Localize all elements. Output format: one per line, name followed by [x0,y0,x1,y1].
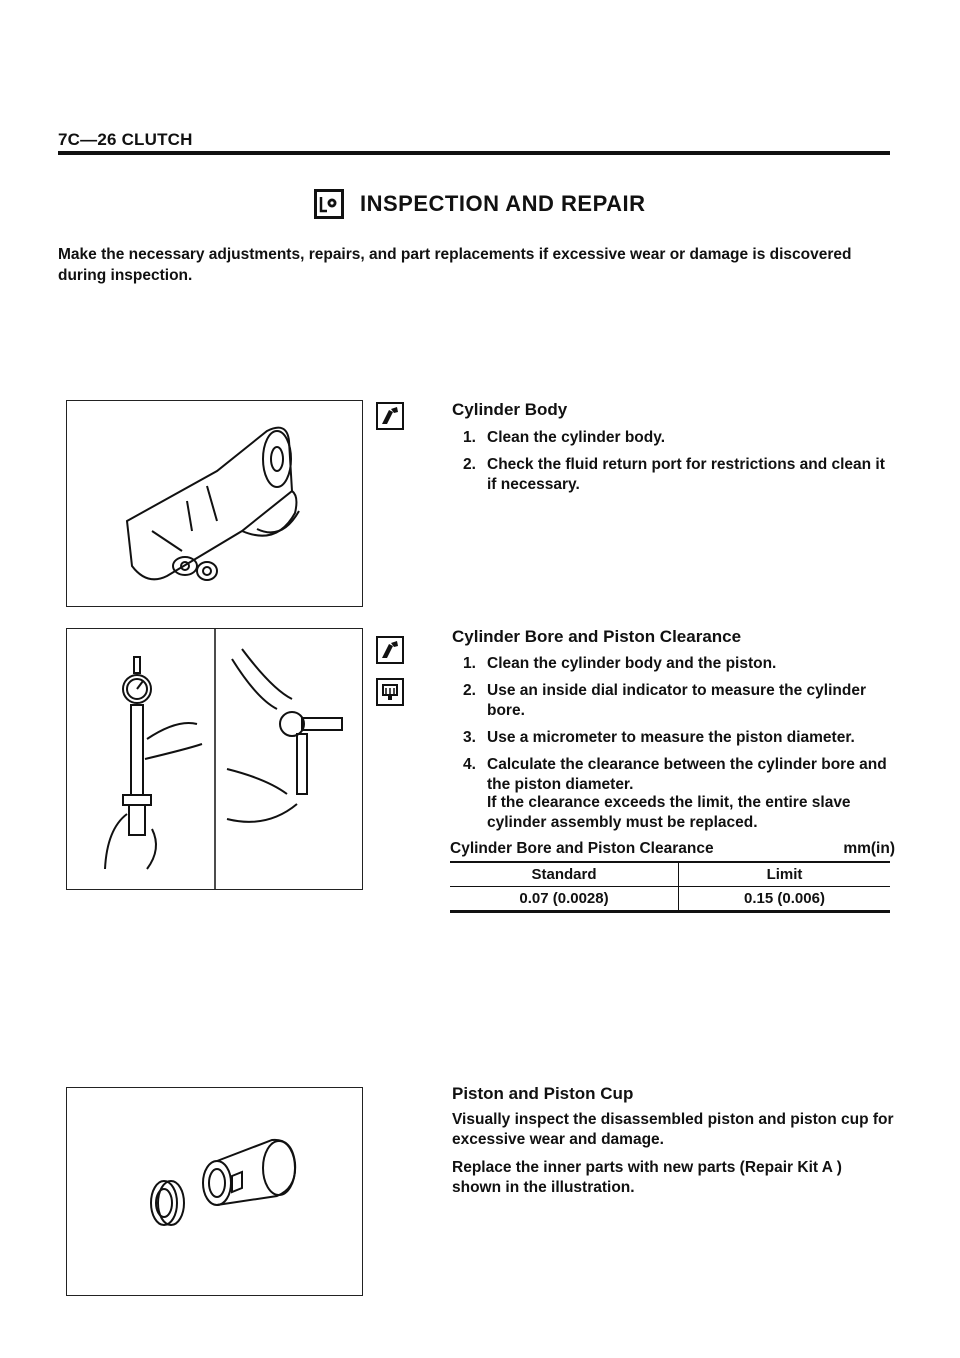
table-row [450,887,890,912]
replacement-note: If the clearance exceeds the limit, the entire slave cylinder assembly must be replaced. [487,794,851,831]
spec-caption-row [450,840,895,858]
cleaning-icon [376,402,404,430]
table-header-cell: Limit [766,866,803,883]
table-row [450,862,890,887]
cleaning-icon [376,636,404,664]
inspection-icon [314,189,344,219]
header-rule [58,151,890,155]
spec-table [450,861,890,913]
list-item: 4. Calculate the clearance between the cylinder bore and the piston diameter. [463,756,887,793]
section-heading [314,189,646,219]
list-item: 1. Clean the cylinder body and the piston. [463,655,777,672]
table-header-cell: Standard [450,862,679,887]
bore-measure-figure [66,628,363,890]
bore-clearance-title: Cylinder Bore and Piston Clearance [452,627,742,646]
intro-text: Make the necessary adjustments, repairs, and part replacements if excessive wear or damage is discovered during inspection. [58,246,852,284]
cylinder-body-steps [463,428,895,502]
piston-cup-para1: Visually inspect the disassembled piston and piston cup for excessive wear and damage. [452,1111,894,1148]
page-header: 7C—26 CLUTCH [58,130,193,149]
spec-table-wrap [450,861,890,913]
piston-cup-para2: Replace the inner parts with new parts (Repair Kit A ) shown in the illustration. [452,1159,842,1196]
page-title: INSPECTION AND REPAIR [360,191,646,216]
cylinder-body-figure [66,400,363,607]
cylinder-body-title: Cylinder Body [452,400,568,419]
piston-cup-figure [66,1087,363,1296]
list-item: 3. Use a micrometer to measure the piston diameter. [463,729,855,746]
list-item: 1. Clean the cylinder body. [463,429,666,446]
spec-caption: Cylinder Bore and Piston Clearance [450,840,714,857]
table-cell: 0.15 (0.006) [744,890,825,907]
bore-clearance-steps [463,654,895,802]
spec-unit: mm(in) [843,840,895,857]
piston-cup-title: Piston and Piston Cup [452,1084,634,1103]
table-cell: 0.07 (0.0028) [450,887,679,912]
list-item: 2. Check the fluid return port for restrictions and clean it if necessary. [463,456,885,493]
measuring-icon [376,678,404,706]
list-item: 2. Use an inside dial indicator to measure the cylinder bore. [463,682,867,719]
